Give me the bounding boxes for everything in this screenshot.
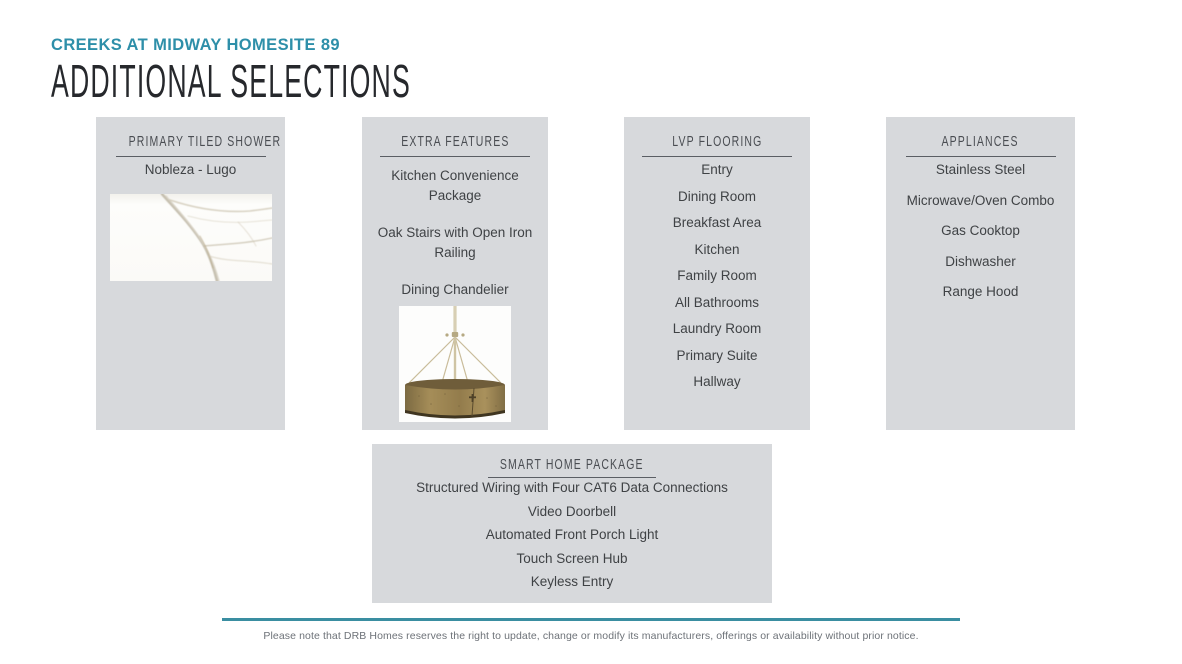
list-item: Kitchen: [694, 241, 740, 257]
list-item: Dining Chandelier: [401, 282, 509, 297]
list-item: Touch Screen Hub: [516, 550, 628, 566]
panel-title-smart-home-package: SMART HOME PACKAGE: [500, 456, 644, 473]
panel-smart-home-package: [372, 444, 772, 603]
panel-title-lvp-flooring: LVP FLOORING: [671, 133, 763, 150]
panel-title-appliances: APPLIANCES: [941, 133, 1020, 150]
list-item: Dining Room: [677, 188, 757, 204]
title-underline: [380, 156, 530, 157]
extra-features-list: [362, 166, 548, 300]
list-item: Hallway: [693, 374, 741, 389]
footer-disclaimer: Please note that DRB Homes reserves the right to update, change or modify its manufacturers, offerings or availability without prior notice.: [263, 630, 919, 642]
list-item: Entry: [701, 162, 733, 177]
list-item: Laundry Room: [672, 321, 762, 336]
title-underline: [116, 156, 266, 157]
list-item: Range Hood: [942, 284, 1019, 299]
list-item: Keyless Entry: [530, 574, 614, 589]
list-item: Video Doorbell: [527, 503, 617, 519]
shower-tile-selection: Nobleza - Lugo: [144, 162, 237, 177]
list-item: Oak Stairs with Open Iron Railing: [377, 225, 533, 260]
appliances-list: [886, 161, 1075, 301]
list-item: Microwave/Oven Combo: [906, 192, 1055, 208]
list-item: Primary Suite: [676, 347, 758, 363]
list-item: Dishwasher: [945, 253, 1016, 269]
drum-chandelier-image: [399, 306, 511, 422]
title-underline: [906, 156, 1056, 157]
title-underline: [642, 156, 792, 157]
list-item: All Bathrooms: [674, 294, 760, 310]
list-item: Gas Cooktop: [941, 223, 1020, 238]
smart-home-list: [372, 479, 772, 591]
list-item: Family Room: [677, 268, 757, 283]
panel-title-extra-features: EXTRA FEATURES: [400, 133, 510, 150]
community-homesite-label: CREEKS AT MIDWAY HOMESITE 89: [51, 36, 341, 54]
page-header: [51, 36, 672, 107]
footer-divider: [222, 618, 960, 621]
list-item: Structured Wiring with Four CAT6 Data Connections: [416, 480, 728, 495]
title-underline: [488, 477, 656, 478]
panel-lvp-flooring: [624, 117, 810, 430]
list-item: Breakfast Area: [672, 215, 762, 230]
panel-primary-tiled-shower: [96, 117, 285, 430]
panel-extra-features: [362, 117, 548, 430]
page-title: ADDITIONAL SELECTIONS: [51, 55, 411, 107]
list-item: Automated Front Porch Light: [485, 527, 659, 542]
marble-tile-image: [110, 194, 272, 281]
lvp-flooring-list: [624, 161, 810, 391]
list-item: Kitchen Convenience Package: [391, 168, 519, 203]
panel-title-primary-tiled-shower: PRIMARY TILED SHOWER: [128, 133, 282, 150]
list-item: Stainless Steel: [935, 162, 1026, 177]
panel-appliances: [886, 117, 1075, 430]
